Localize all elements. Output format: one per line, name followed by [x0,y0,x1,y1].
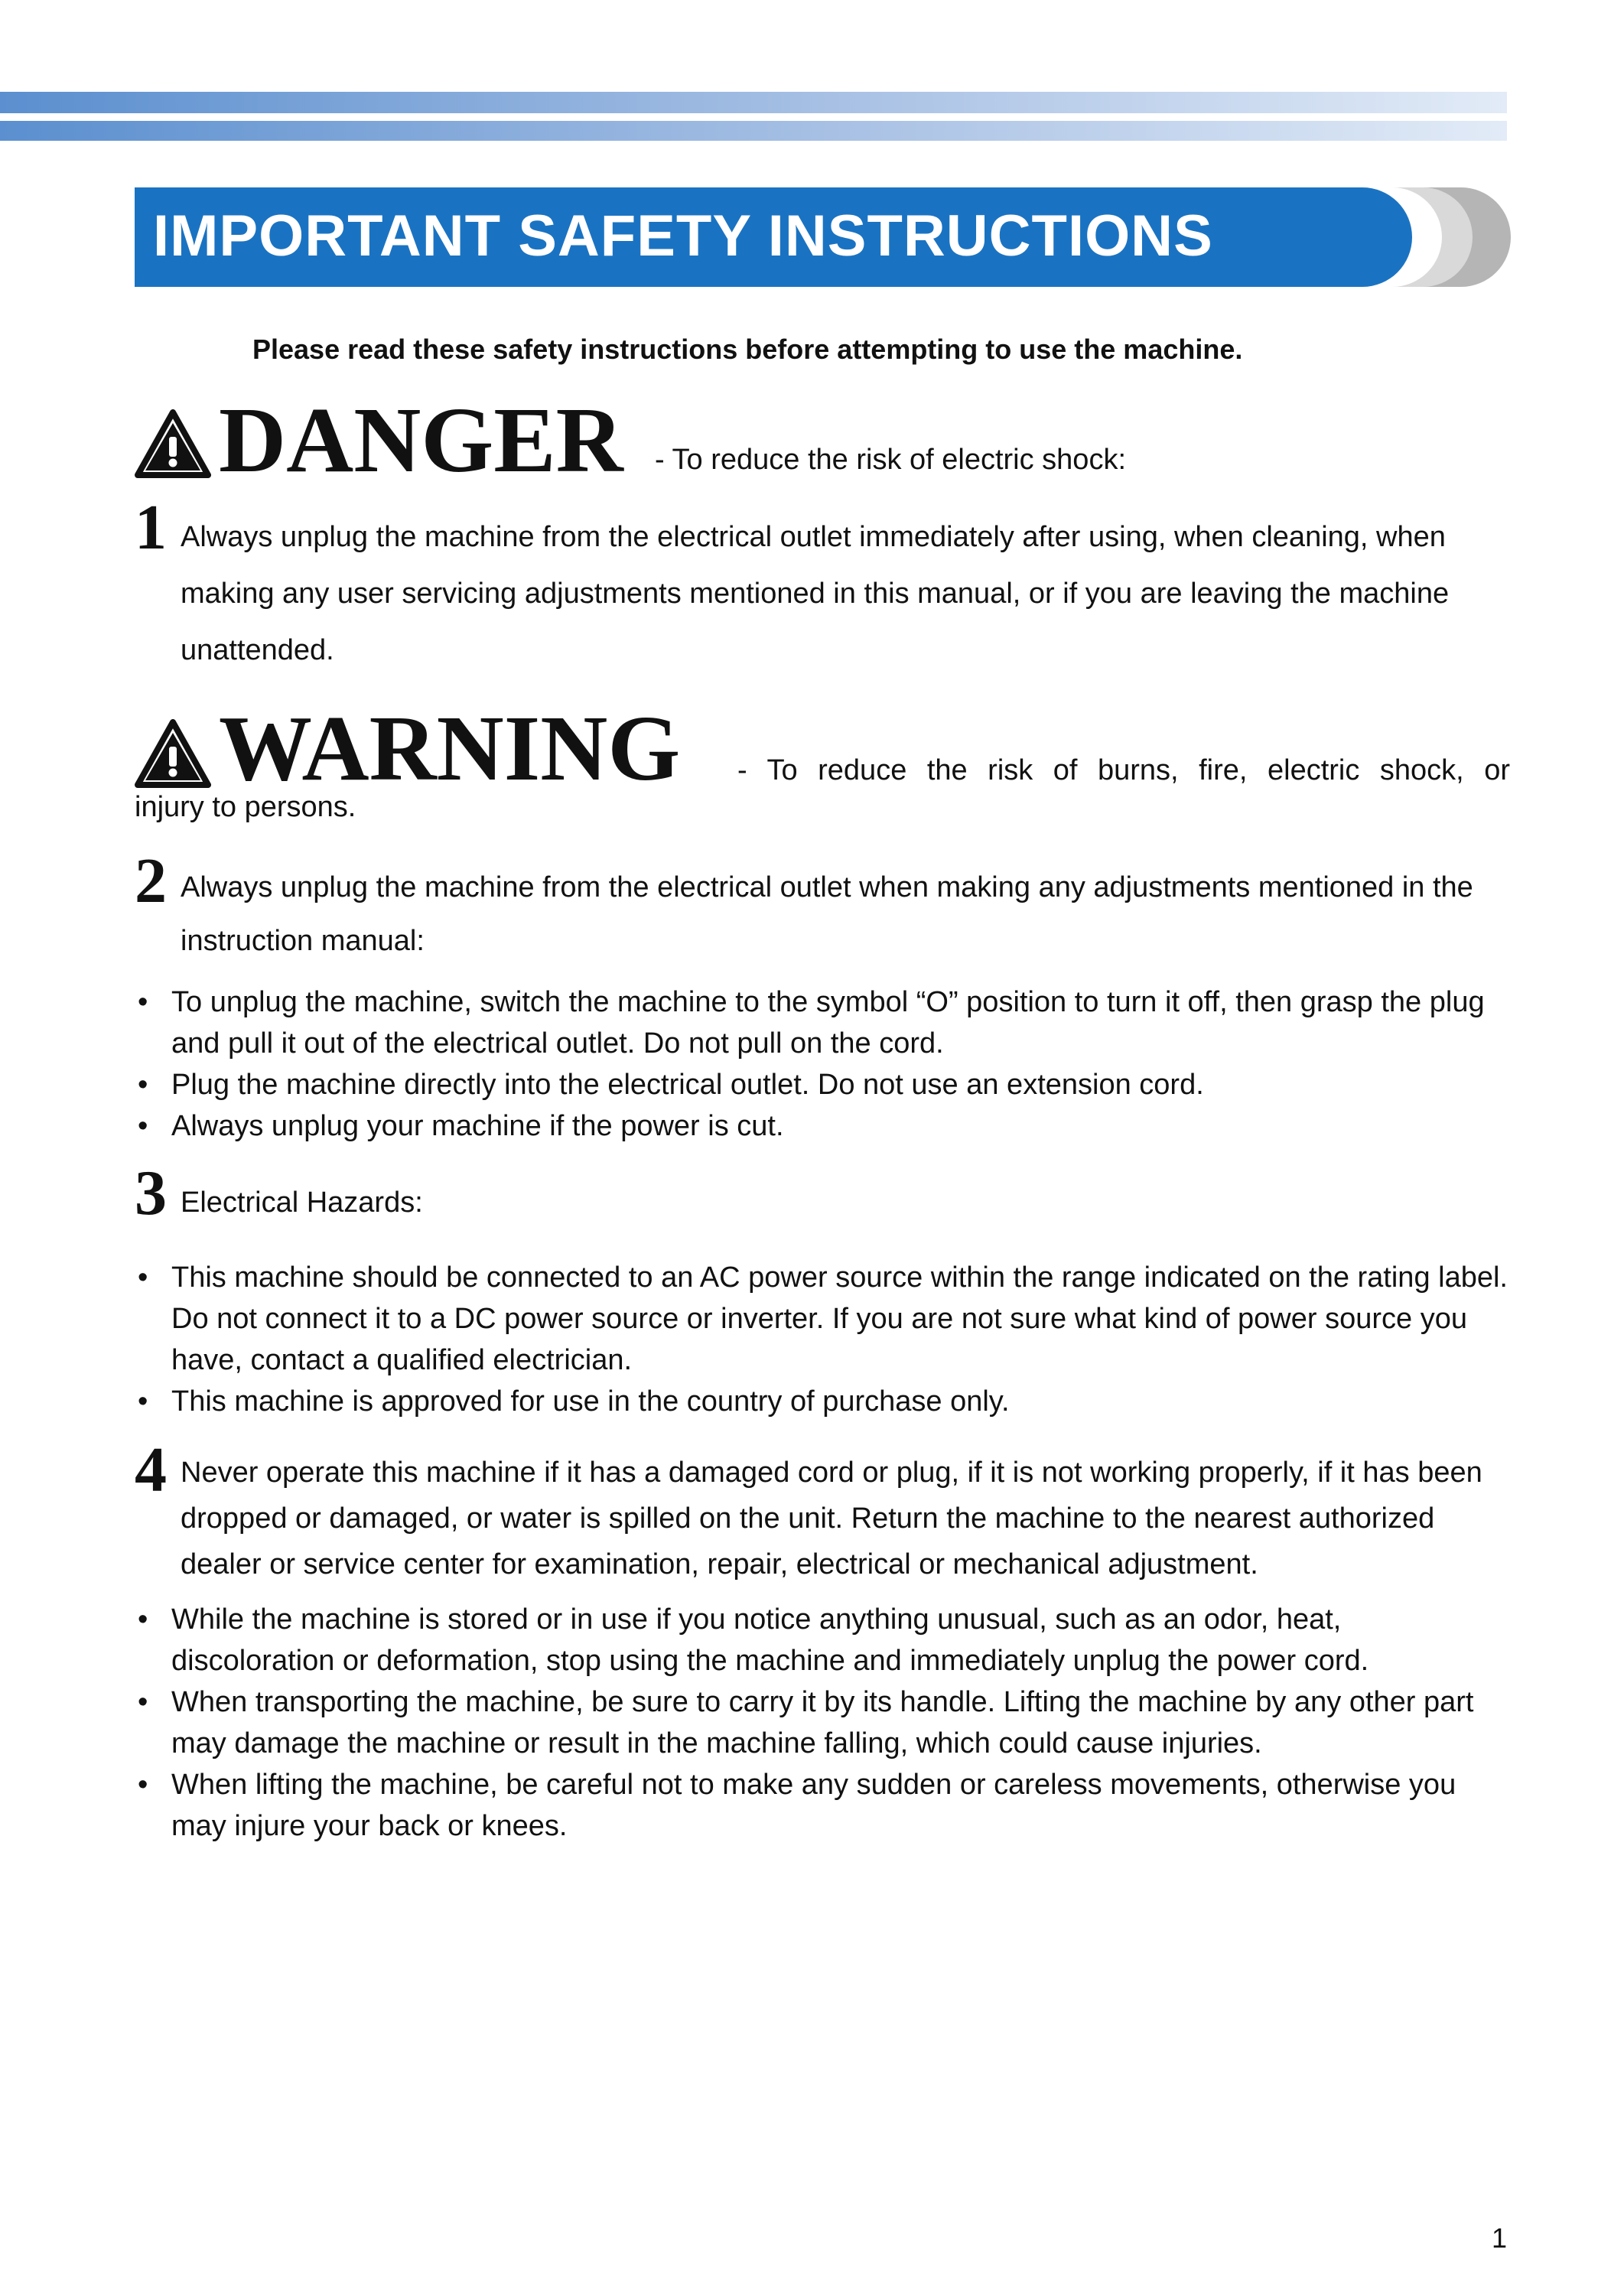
list-item: • Always unplug your machine if the power is cut. [138,1110,784,1142]
danger-heading [135,389,1512,492]
item-4-bullets [135,1599,1512,1847]
item-number-2: 2 [135,845,167,916]
item-number-3: 3 [135,1157,167,1229]
intro-text: Please read these safety instructions before attempting to use the machine. [252,334,1243,365]
item-text-2: Always unplug the machine from the electrical outlet when making any adjustments mentioned in the instruction manual: [181,871,1473,957]
title-banner [135,187,1412,287]
list-item: • To unplug the machine, switch the machine to the symbol “O” position to turn it off, then grasp the plug and pull it out of the electrical outlet. Do not pull on the cord. [138,986,1485,1060]
danger-word: DANGER [219,389,623,492]
item-2-bullets [135,981,1512,1147]
danger-warning-icon [135,409,211,478]
list-item: • When lifting the machine, be careful not to make any sudden or careless movements, otherwise you may injure your back or knees. [138,1769,1456,1842]
list-item: • This machine is approved for use in the country of purchase only. [138,1385,1010,1418]
warning-heading [135,697,1512,823]
page-title: IMPORTANT SAFETY INSTRUCTIONS [153,203,1213,269]
item-text-1: Always unplug the machine from the electrical outlet immediately after using, when cleaning, when making any user servicing adjustments mentioned in this manual, or if you are leaving the machine unattended. [181,521,1450,666]
header-stripe-bottom [0,121,1507,141]
danger-description: - To reduce the risk of electric shock: [655,444,1126,476]
warning-word: WARNING [219,697,681,800]
page-number: 1 [1492,2222,1508,2254]
item-text-3: Electrical Hazards: [181,1187,423,1219]
warning-description-line1: - To reduce the risk of burns, fire, electric shock, or [737,754,1510,786]
item-text-4: Never operate this machine if it has a damaged cord or plug, if it is not working properly, if it has been dropped or damaged, or water is spilled on the unit. Return the machine to the nearest authorized dealer or service center for examination, repair, electrical or mechanical adjustment. [181,1457,1482,1580]
list-item: • While the machine is stored or in use if you notice anything unusual, such as an odor, heat, discoloration or deformation, stop using the machine and immediately unplug the power cord. [138,1603,1369,1677]
header-stripe-top [0,92,1507,113]
item-number-1: 1 [135,492,167,563]
warning-warning-icon [135,719,211,788]
list-item: • This machine should be connected to an AC power source within the range indicated on the rating label. Do not connect it to a DC power source or inverter. If you are not sure what kind of power source you have, contact a qualified electrician. [138,1261,1508,1376]
list-item: • Plug the machine directly into the electrical outlet. Do not use an extension cord. [138,1069,1204,1101]
banner-end-caps [1377,187,1511,287]
item-3-bullets [135,1257,1512,1422]
list-item: • When transporting the machine, be sure to carry it by its handle. Lifting the machine by any other part may damage the machine or result in the machine falling, which could cause injuries. [138,1686,1474,1760]
item-number-4: 4 [135,1434,167,1506]
warning-description-line2: injury to persons. [135,791,356,823]
